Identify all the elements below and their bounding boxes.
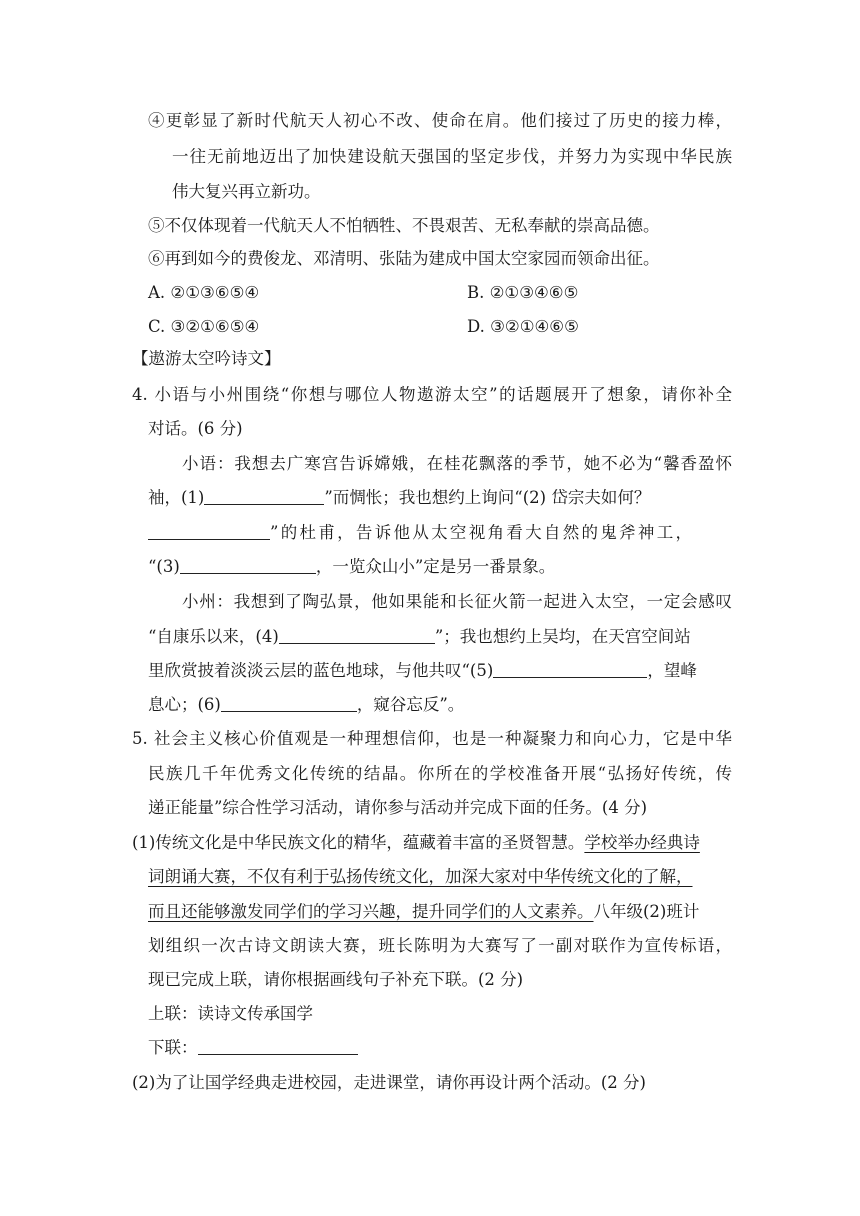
q3-item-4-line-3: 伟大复兴再立新功。 — [172, 182, 321, 201]
q5-question-line-2: 民族几千年优秀文化传统的结晶。你所在的学校准备开展“弘扬好传统，传 — [148, 764, 732, 783]
q4-dialogue-1-line-1: 小语：我想去广寒宫告诉嫦娥，在桂花飘落的季节，她不必为“馨香盈怀 — [182, 454, 732, 473]
answer-blank-5[interactable] — [493, 661, 647, 678]
q5-sub1-line-5: 现已完成上联，请你根据画线句子补充下联。(2 分) — [148, 970, 524, 989]
couplet-lower: 下联： — [148, 1037, 358, 1059]
q3-option-b[interactable]: B. ②①③④⑥⑤ — [467, 283, 579, 302]
q3-item-4-line-1: ④更彰显了新时代航天人初心不改、使命在肩。他们接过了历史的接力棒， — [148, 111, 732, 130]
q5-sub2: (2)为了让国学经典走进校园，走进课堂，请你再设计两个活动。(2 分) — [132, 1073, 646, 1092]
q5-sub1-line-3: 而且还能够激发同学们的学习兴趣，提升同学们的人文素养。八年级(2)班计 — [148, 902, 700, 921]
q3-option-c[interactable]: C. ③②①⑥⑤④ — [148, 317, 260, 336]
section-heading: 【遨游太空吟诗文】 — [132, 349, 281, 368]
q5-sub1-line-4: 划组织一次古诗文朗读大赛，班长陈明为大赛写了一副对联作为宣传标语， — [148, 936, 732, 955]
q4-dialogue-1-line-2: 袖，(1) ”而惆怅；我也想约上询问“(2) 岱宗夫如何？ — [148, 488, 651, 507]
answer-blank-1[interactable] — [204, 488, 324, 505]
q4-dialogue-2-line-1: 小州：我想到了陶弘景，他如果能和长征火箭一起进入太空，一定会感叹 — [182, 592, 732, 611]
q5-sub1-line-1: (1)传统文化是中华民族文化的精华，蕴藏着丰富的圣贤智慧。学校举办经典诗 — [132, 833, 700, 852]
q5-question-line-3: 递正能量”综合性学习活动，请你参与活动并完成下面的任务。(4 分) — [148, 798, 648, 817]
q4-dialogue-2-line-3: 里欣赏披着淡淡云层的蓝色地球，与他共叹“(5) ，望峰 — [148, 661, 697, 680]
q3-item-6: ⑥再到如今的费俊龙、邓清明、张陆为建成中国太空家园而领命出征。 — [148, 249, 660, 268]
couplet-upper: 上联：读诗文传承国学 — [148, 1004, 313, 1023]
q3-option-a[interactable]: A. ②①③⑥⑤④ — [148, 283, 260, 302]
q4-dialogue-2-line-4: 息心；(6) ，窥谷忘反”。 — [148, 695, 465, 714]
answer-blank-4[interactable] — [279, 627, 435, 644]
q3-item-4-line-2: 一往无前地迈出了加快建设航天强国的坚定步伐，并努力为实现中华民族 — [172, 147, 732, 166]
answer-blank-3[interactable] — [180, 557, 316, 574]
q3-option-d[interactable]: D. ③②①④⑥⑤ — [467, 317, 579, 336]
couplet-lower-blank[interactable] — [198, 1038, 358, 1055]
q5-question-line-1: 5. 社会主义核心价值观是一种理想信仰，也是一种凝聚力和向心力，它是中华 — [132, 729, 732, 748]
q3-item-5: ⑤不仅体现着一代航天人不怕牺牲、不畏艰苦、无私奉献的崇高品德。 — [148, 216, 660, 235]
q4-dialogue-2-line-2: “自康乐以来，(4) ”；我也想约上吴均，在天宫空间站 — [148, 627, 691, 646]
q4-question-line-2: 对话。(6 分) — [148, 419, 243, 438]
q4-dialogue-1-line-4: “(3) ，一览众山小”定是另一番景象。 — [148, 557, 556, 576]
answer-blank-6[interactable] — [221, 695, 357, 712]
q5-sub1-line-2: 词朗诵大赛，不仅有利于弘扬传统文化，加深大家对中华传统文化的了解， — [148, 867, 693, 886]
q4-question-line-1: 4. 小语与小州围绕“你想与哪位人物遨游太空”的话题展开了想象，请你补全 — [132, 385, 732, 404]
q4-dialogue-1-line-3: ”的杜甫，告诉他从太空视角看大自然的鬼斧神工， — [148, 522, 694, 544]
answer-blank-2[interactable] — [148, 523, 270, 540]
